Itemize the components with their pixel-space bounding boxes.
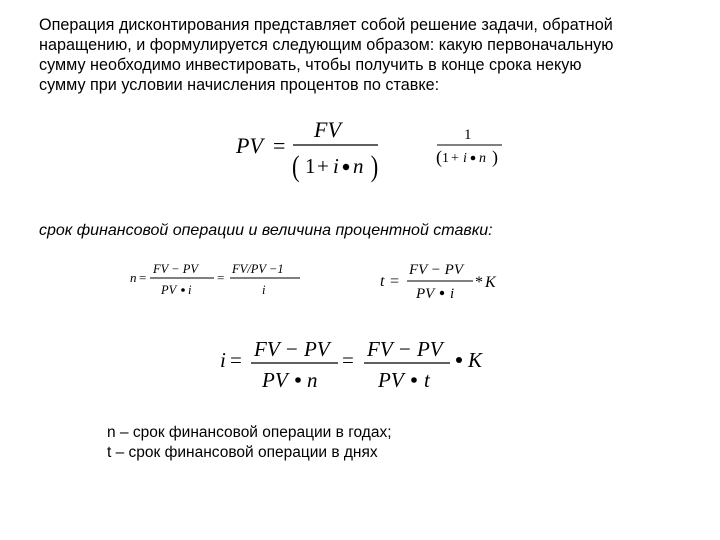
svg-text:K: K (485, 274, 496, 291)
svg-text:=: = (139, 270, 147, 285)
svg-text:PV: PV (416, 286, 435, 302)
intro-line-2: наращению, и формулируется следующим образом: какую первоначальную (39, 36, 614, 54)
note-t: t – срок финансовой операции в днях (107, 444, 378, 461)
svg-text:PV: PV (378, 368, 404, 392)
note-n: n – срок финансовой операции в годах; (107, 424, 392, 441)
svg-text:FV: FV (314, 117, 341, 142)
svg-text:n: n (479, 151, 486, 166)
svg-text:=: = (230, 348, 242, 372)
svg-text:+: + (451, 151, 459, 166)
svg-text:1: 1 (464, 127, 472, 143)
svg-text:(: ( (292, 148, 300, 183)
svg-text:FV − PV: FV − PV (254, 337, 330, 361)
intro-line-1: Операция дисконтирования представляет собой решение задачи, обратной (39, 16, 613, 34)
svg-text:FV − PV: FV − PV (153, 262, 199, 276)
svg-text:+: + (317, 154, 329, 178)
variable-notes (107, 423, 392, 463)
svg-text:PV: PV (262, 368, 288, 392)
svg-text:K: K (468, 348, 483, 372)
svg-text:FV/PV −1: FV/PV −1 (232, 262, 284, 276)
svg-text:i: i (220, 348, 226, 372)
svg-text:=: = (273, 133, 286, 158)
svg-text:*: * (475, 274, 483, 291)
svg-text:i: i (450, 286, 455, 302)
svg-text:i: i (188, 283, 192, 297)
svg-text:=: = (217, 270, 225, 285)
intro-paragraph (39, 15, 684, 95)
svg-text:=: = (390, 273, 400, 290)
svg-text:PV: PV (161, 283, 177, 297)
svg-text:i: i (463, 151, 467, 166)
svg-text:1: 1 (442, 151, 449, 166)
svg-text:n: n (353, 154, 364, 178)
i-formula (218, 334, 498, 394)
svg-text:i: i (262, 283, 266, 297)
svg-text:t: t (424, 368, 430, 392)
svg-text:FV − PV: FV − PV (409, 262, 464, 278)
pv-formula (232, 112, 382, 184)
t-formula (378, 260, 508, 304)
svg-text:1: 1 (305, 154, 316, 178)
discount-factor-formula (434, 124, 506, 168)
svg-text:): ) (370, 148, 379, 183)
n-formula (128, 260, 308, 300)
svg-text:=: = (342, 348, 354, 372)
svg-text:PV: PV (236, 133, 263, 158)
section-subtitle: срок финансовой операции и величина процентной ставки: (39, 222, 493, 239)
svg-text:): ) (492, 147, 498, 167)
svg-text:i: i (333, 154, 339, 178)
intro-line-3: сумму необходимо инвестировать, чтобы получить в конце срока некую (39, 56, 582, 74)
svg-text:t: t (380, 273, 385, 290)
svg-text:n: n (130, 270, 137, 285)
svg-text:(: ( (436, 147, 442, 167)
svg-text:FV − PV: FV − PV (367, 337, 443, 361)
svg-text:n: n (307, 368, 318, 392)
intro-line-4: сумму при условии начисления процентов по ставке: (39, 76, 440, 94)
